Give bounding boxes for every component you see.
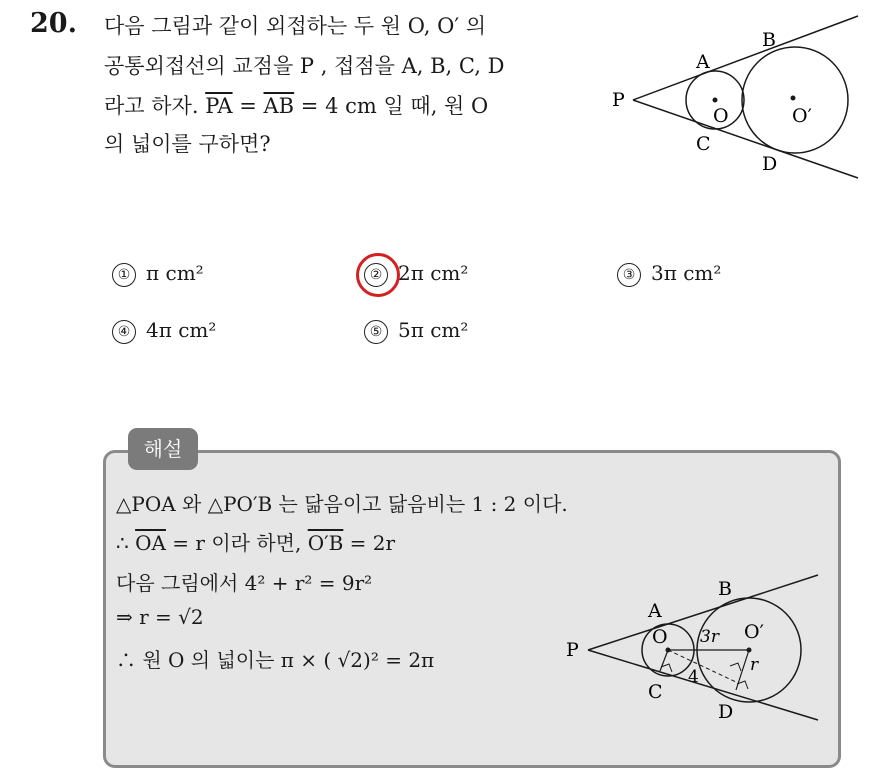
answer-circle-mark bbox=[356, 253, 400, 297]
choice-1-text: π cm² bbox=[146, 261, 204, 285]
question-line-1: 다음 그림과 같이 외접하는 두 원 O, O′ 의 bbox=[104, 14, 487, 38]
radius-oc bbox=[660, 650, 668, 671]
solution-line-5: ∴ 원 O 의 넓이는 π × ( √2)² = 2π bbox=[116, 648, 435, 672]
question-line-2: 공통외접선의 교점을 P , 접점을 A, B, C, D bbox=[104, 54, 505, 78]
choice-3-text: 3π cm² bbox=[651, 261, 722, 285]
label-d: D bbox=[718, 701, 734, 723]
label-o-prime: O′ bbox=[744, 621, 764, 643]
label-c: C bbox=[648, 681, 663, 703]
label-c: C bbox=[696, 133, 711, 155]
segment-oa: $\overline{OA}$ bbox=[135, 531, 166, 555]
choice-3[interactable] bbox=[617, 261, 721, 287]
solution-line-2-mid: = r 이라 하면, bbox=[165, 531, 308, 555]
segment-o-prime-b: O′B bbox=[307, 531, 344, 555]
question-line-3-head: 라고 하자. bbox=[104, 94, 199, 118]
solution-tag: 해설 bbox=[128, 428, 198, 470]
choice-5-number: ⑤ bbox=[364, 320, 388, 344]
choice-1-number: ① bbox=[112, 263, 136, 287]
label-p: P bbox=[566, 639, 579, 661]
choice-5-text: 5π cm² bbox=[398, 318, 469, 342]
right-angle-mark-inner bbox=[730, 663, 741, 671]
choice-4-number: ④ bbox=[112, 320, 136, 344]
center-o-dot bbox=[666, 648, 671, 653]
choice-4-text: 4π cm² bbox=[146, 318, 217, 342]
center-o-prime-dot bbox=[747, 648, 752, 653]
label-r: r bbox=[750, 655, 759, 675]
lower-tangent-line bbox=[633, 100, 858, 178]
therefore-symbol: ∴ bbox=[116, 531, 136, 555]
choice-2-text: 2π cm² bbox=[398, 261, 469, 285]
choice-2[interactable] bbox=[364, 261, 468, 287]
choice-5[interactable] bbox=[364, 318, 468, 344]
solution-line-3: 다음 그림에서 4² + r² = 9r² bbox=[116, 571, 373, 595]
choice-4[interactable] bbox=[112, 318, 216, 344]
label-4: 4 bbox=[688, 667, 699, 687]
tangent-circles-figure bbox=[600, 10, 870, 190]
label-o: O bbox=[713, 105, 729, 127]
choice-1[interactable] bbox=[112, 261, 204, 287]
label-o-prime: O′ bbox=[792, 105, 812, 127]
lower-tangent-line bbox=[588, 650, 818, 720]
label-d: D bbox=[762, 153, 778, 175]
label-o: O bbox=[652, 626, 668, 648]
question-number: 20. bbox=[30, 8, 77, 39]
label-3r: 3r bbox=[700, 627, 719, 647]
solution-line-1: △POA 와 △PO′B 는 닮음이고 닮음비는 1 : 2 이다. bbox=[116, 492, 568, 516]
upper-tangent-line bbox=[633, 16, 858, 100]
label-b: B bbox=[762, 29, 776, 51]
question-line-4: 의 넓이를 구하면? bbox=[104, 132, 271, 156]
center-o-dot bbox=[713, 98, 718, 103]
label-b: B bbox=[718, 578, 732, 600]
segment-pa: $\overline{PA}$ bbox=[205, 94, 233, 118]
choice-3-number: ③ bbox=[617, 263, 641, 287]
question-line-3-tail: = 4 cm 일 때, 원 O bbox=[294, 94, 489, 118]
solution-figure bbox=[560, 570, 832, 730]
choice-2-number: ② bbox=[364, 263, 388, 287]
label-p: P bbox=[612, 89, 625, 111]
center-o-prime-dot bbox=[791, 96, 796, 101]
solution-line-2 bbox=[116, 527, 395, 556]
label-a: A bbox=[696, 51, 710, 73]
equals-sign: = bbox=[232, 94, 264, 118]
label-a: A bbox=[648, 600, 662, 622]
question-line-3 bbox=[104, 92, 488, 120]
solution-line-2-end: = 2r bbox=[343, 531, 396, 555]
segment-ab: $\overline{AB}$ bbox=[263, 94, 295, 118]
circle-o-prime bbox=[742, 47, 848, 153]
solution-line-4: ⇒ r = √2 bbox=[116, 605, 204, 629]
